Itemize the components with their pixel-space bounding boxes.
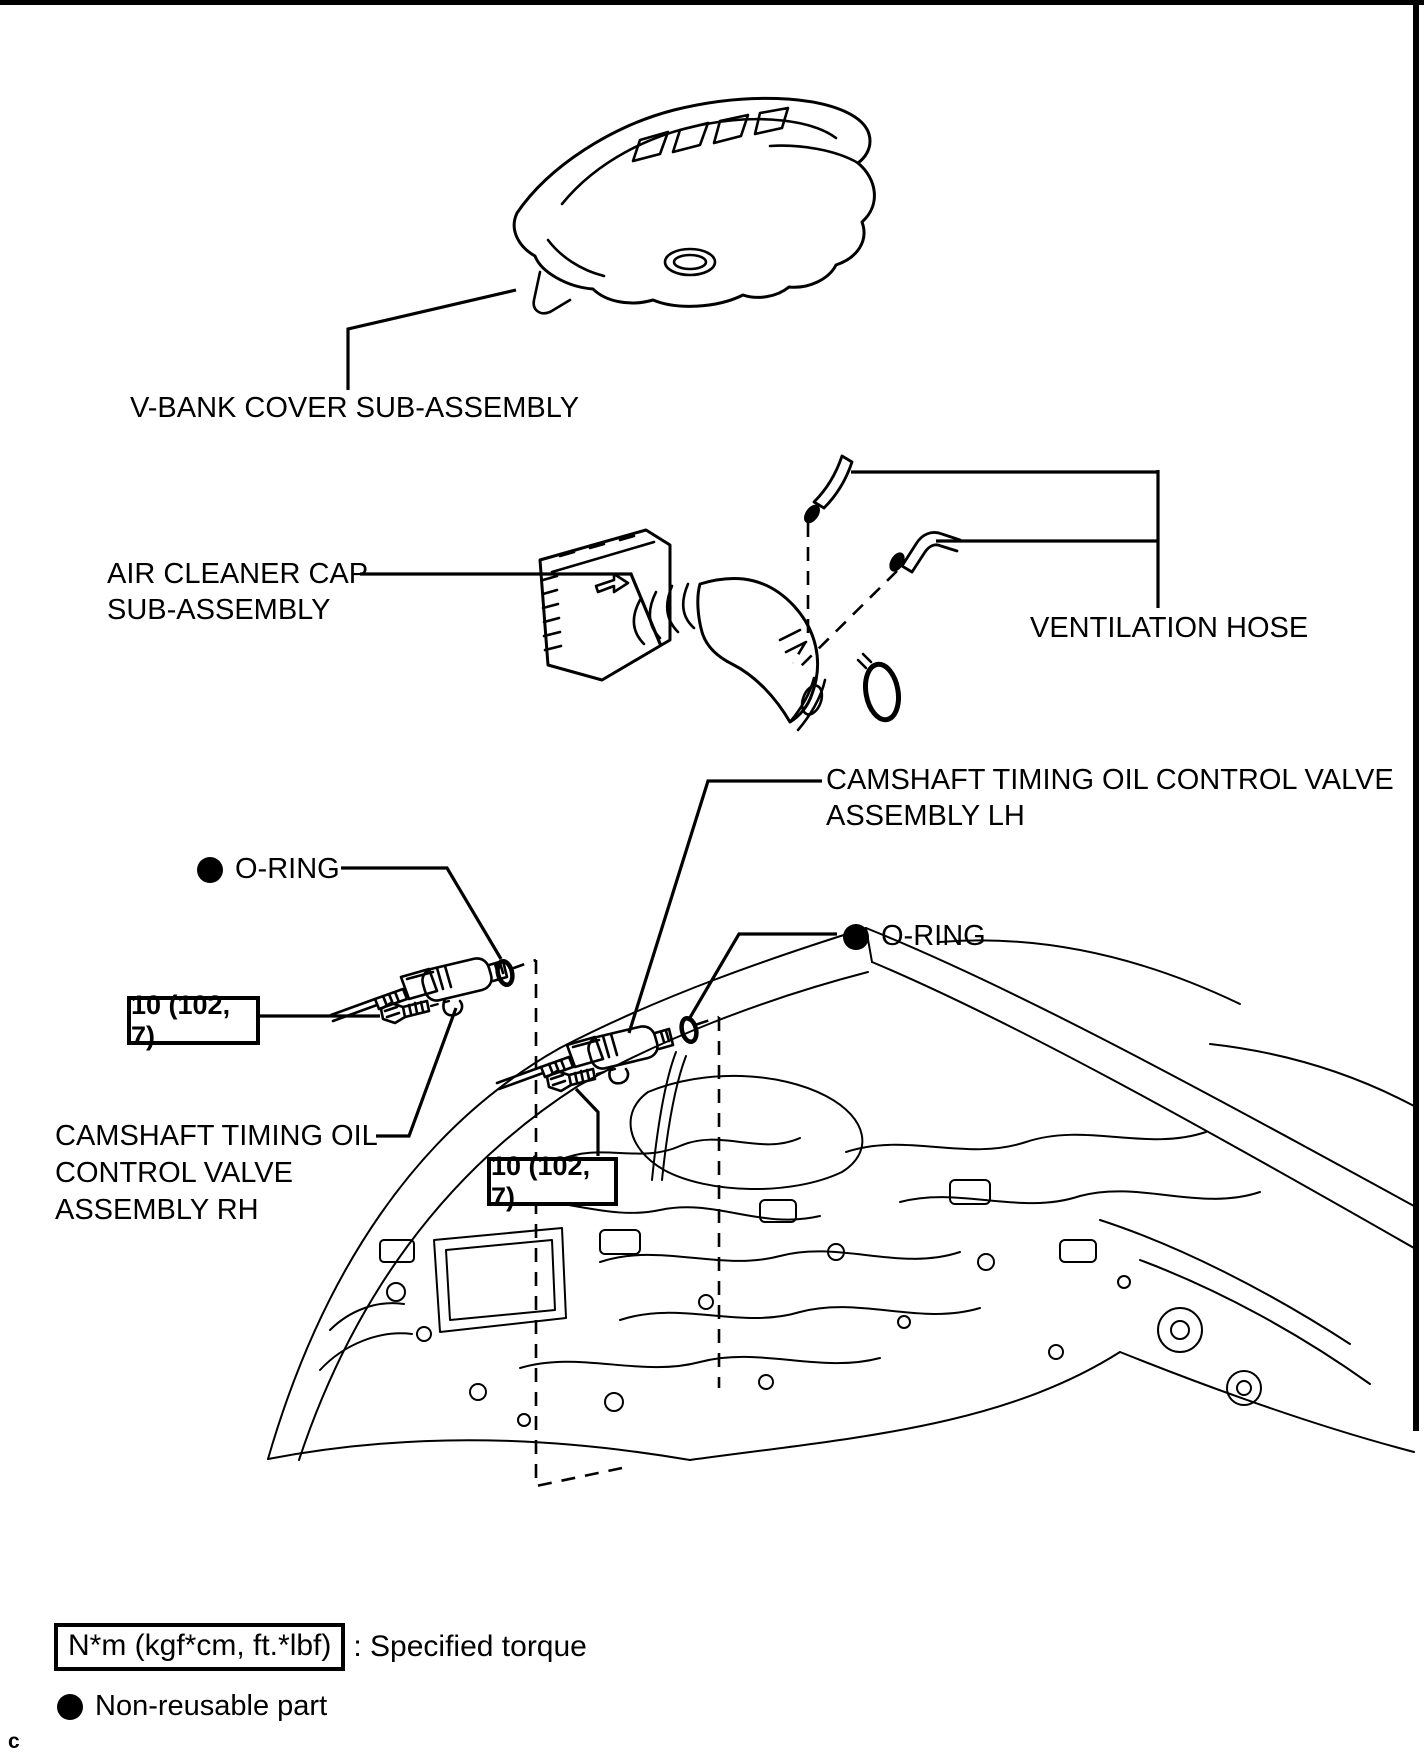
label-cam-valve-rh [55, 1118, 378, 1229]
label-cam-valve-rh-line2: CONTROL VALVE [55, 1157, 293, 1189]
v-bank-cover-drawing [514, 98, 874, 313]
torque-spec-lh: 10 (102, 7) [487, 1157, 618, 1206]
legend-non-reusable-text: Non-reusable part [95, 1690, 328, 1722]
non-reusable-bullet-icon [57, 1694, 83, 1720]
dashed-locator-lines [511, 523, 897, 1486]
label-air-cleaner-cap-line2: SUB-ASSEMBLY [107, 594, 331, 626]
label-o-ring-lh-text: O-RING [881, 920, 986, 952]
label-cam-valve-rh-line1: CAMSHAFT TIMING OIL [55, 1120, 378, 1152]
label-cam-valve-lh-line1: CAMSHAFT TIMING OIL CONTROL VALVE [826, 764, 1394, 796]
air-cleaner-drawing [540, 530, 903, 730]
legend-torque [54, 1623, 587, 1671]
label-cam-valve-rh-line3: ASSEMBLY RH [55, 1194, 259, 1226]
label-cam-valve-lh-line2: ASSEMBLY LH [826, 800, 1025, 832]
hose-clamp-ring [861, 662, 902, 723]
label-v-bank-cover: V-BANK COVER SUB-ASSEMBLY [130, 392, 580, 424]
label-air-cleaner-cap-line1: AIR CLEANER CAP [107, 558, 369, 590]
non-reusable-bullet-icon [843, 924, 869, 950]
engine-bay-drawing [268, 928, 1414, 1460]
non-reusable-bullet-icon [197, 857, 223, 883]
label-o-ring-lh [843, 920, 986, 953]
legend-torque-desc: : Specified torque [353, 1630, 587, 1663]
label-air-cleaner-cap [107, 556, 368, 628]
label-cam-valve-lh [826, 762, 1394, 834]
legend-torque-units-box: N*m (kgf*cm, ft.*lbf) [54, 1623, 345, 1671]
legend-non-reusable [57, 1690, 327, 1723]
cam-valve-rh-drawing [331, 958, 507, 1023]
label-o-ring-rh-text: O-RING [235, 853, 340, 885]
label-ventilation-hose: VENTILATION HOSE [1030, 612, 1309, 644]
label-o-ring-rh [197, 853, 340, 886]
torque-spec-rh: 10 (102, 7) [127, 996, 260, 1045]
page-footer-mark: c [8, 1730, 20, 1753]
